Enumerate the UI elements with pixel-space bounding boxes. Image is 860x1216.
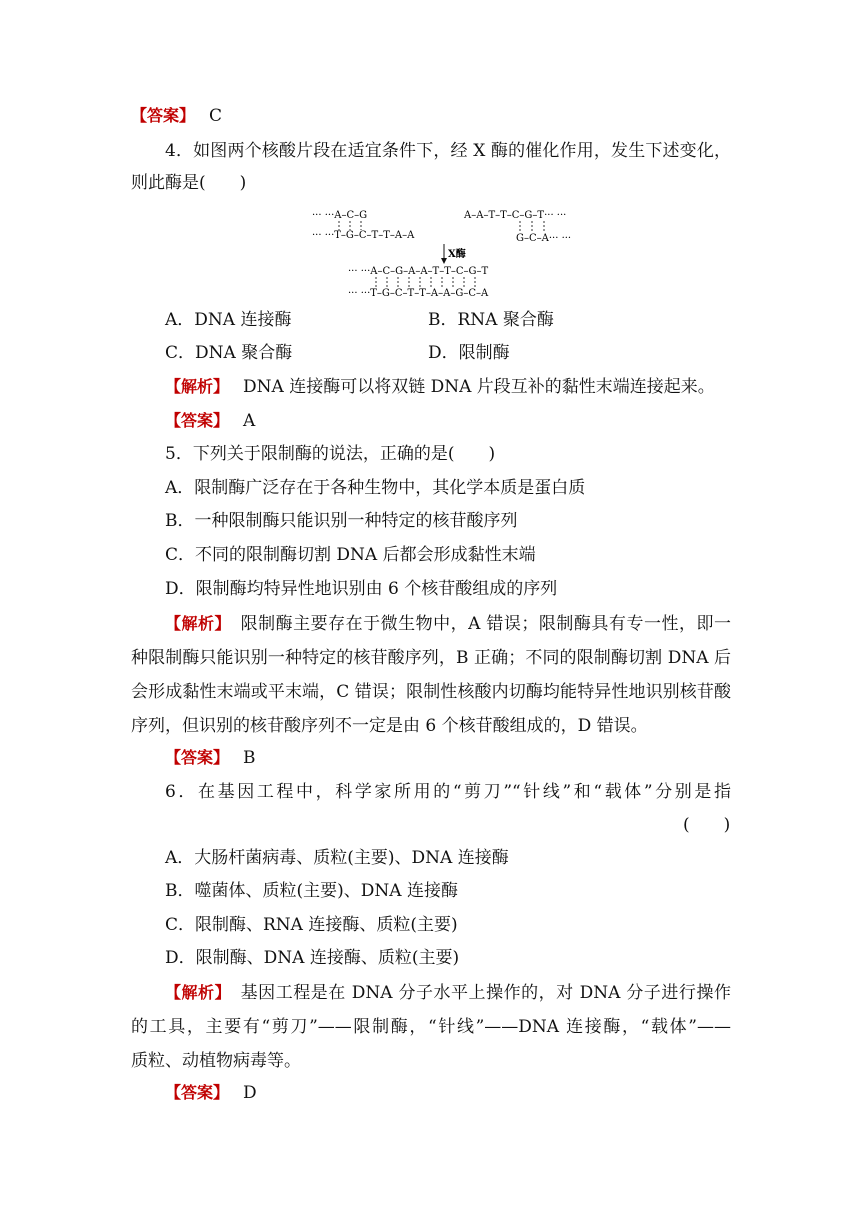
- answer-label: 【答案】: [165, 748, 230, 767]
- product-bottom-strand: ··· ···T–G–C–T–T–A–A–G–C–A: [348, 288, 489, 299]
- answer-3: [131, 104, 222, 128]
- answer-label: 【答案】: [131, 106, 196, 125]
- fragment2-pairing-marks: [520, 221, 544, 232]
- q5-analysis-line1: [165, 612, 731, 636]
- q6-analysis-line3: 质粒、动植物病毒等。: [131, 1051, 301, 1071]
- q5-option-c: C．不同的限制酶切割 DNA 后都会形成黏性末端: [165, 545, 536, 565]
- q4-stem-line2: 则此酶是( ): [131, 173, 247, 193]
- fragment1-top-strand: ··· ···A–C–G: [312, 210, 368, 221]
- q5-analysis-line4: 序列，但识别的核苷酸序列不一定是由 6 个核苷酸组成的，D 错误。: [131, 716, 648, 736]
- dna-ligation-diagram: [300, 204, 600, 300]
- q6-option-b: B．噬菌体、质粒(主要)、DNA 连接酶: [165, 881, 458, 901]
- q6-paren: ( ): [683, 815, 731, 835]
- analysis-label: 【解析】: [165, 614, 224, 633]
- q6-analysis-line2: 的工具，主要有“剪刀”——限制酶，“针线”——DNA 连接酶，“载体”——: [131, 1017, 731, 1037]
- answer-value: D: [243, 1083, 257, 1103]
- analysis-label: 【解析】: [165, 983, 224, 1002]
- answer-label: 【答案】: [165, 411, 230, 430]
- answer-value: A: [243, 411, 256, 431]
- analysis-text: DNA 连接酶可以将双链 DNA 片段互补的黏性末端连接起来。: [243, 377, 715, 397]
- q6-option-a: A．大肠杆菌病毒、质粒(主要)、DNA 连接酶: [165, 848, 509, 868]
- q4-option-d: D．限制酶: [428, 343, 510, 363]
- q4-option-b: B．RNA 聚合酶: [428, 310, 554, 330]
- q6-analysis-line1: [165, 981, 731, 1005]
- q4-stem-line1: 4．如图两个核酸片段在适宜条件下，经 X 酶的催化作用，发生下述变化，: [165, 141, 731, 161]
- q4-answer: [165, 409, 255, 433]
- analysis-text: 基因工程是在 DNA 分子水平上操作的，对 DNA 分子进行操作: [240, 983, 731, 1003]
- fragment2-bottom-strand: G–C–A··· ···: [516, 233, 572, 244]
- q6-stem: 6．在基因工程中，科学家所用的“剪刀”“针线”和“载体”分别是指: [165, 782, 731, 802]
- q5-option-d: D．限制酶均特异性地识别由 6 个核苷酸组成的序列: [165, 579, 558, 599]
- fragment1-bottom-strand: ··· ···T–G–C–T–T–A–A: [312, 230, 415, 241]
- q5-analysis-line3: 会形成黏性末端或平末端，C 错误；限制性核酸内切酶均能特异性地识别核苷酸: [131, 682, 731, 702]
- enzyme-label: X酶: [448, 249, 466, 260]
- fragment2-top-strand: A–A–T–T–C–G–T··· ···: [464, 210, 567, 221]
- q5-option-a: A．限制酶广泛存在于各种生物中，其化学本质是蛋白质: [165, 478, 586, 498]
- fragment1-pairing-marks: [339, 221, 361, 230]
- reaction-arrow-head: [441, 258, 447, 264]
- q5-answer: [165, 746, 256, 770]
- q6-option-d: D．限制酶、DNA 连接酶、质粒(主要): [165, 948, 460, 968]
- q4-option-c: C．DNA 聚合酶: [165, 343, 293, 363]
- analysis-label: 【解析】: [165, 377, 230, 396]
- q5-analysis-line2: 种限制酶只能识别一种特定的核苷酸序列，B 正确；不同的限制酶切割 DNA 后: [131, 648, 731, 668]
- q5-stem: 5．下列关于限制酶的说法，正确的是( ): [165, 444, 496, 464]
- q6-option-c: C．限制酶、RNA 连接酶、质粒(主要): [165, 915, 458, 935]
- q6-answer: [165, 1081, 257, 1105]
- product-top-strand: ··· ···A–C–G–A–A–T–T–C–G–T: [348, 266, 489, 277]
- analysis-text: 限制酶主要存在于微生物中，A 错误；限制酶具有专一性，即一: [240, 614, 731, 634]
- q4-analysis: [165, 375, 715, 399]
- answer-value: B: [243, 748, 256, 768]
- q5-option-b: B．一种限制酶只能识别一种特定的核苷酸序列: [165, 511, 518, 531]
- q4-option-a: A．DNA 连接酶: [165, 310, 292, 330]
- product-pairing-marks: [376, 277, 475, 287]
- answer-value: C: [209, 106, 223, 126]
- answer-label: 【答案】: [165, 1083, 230, 1102]
